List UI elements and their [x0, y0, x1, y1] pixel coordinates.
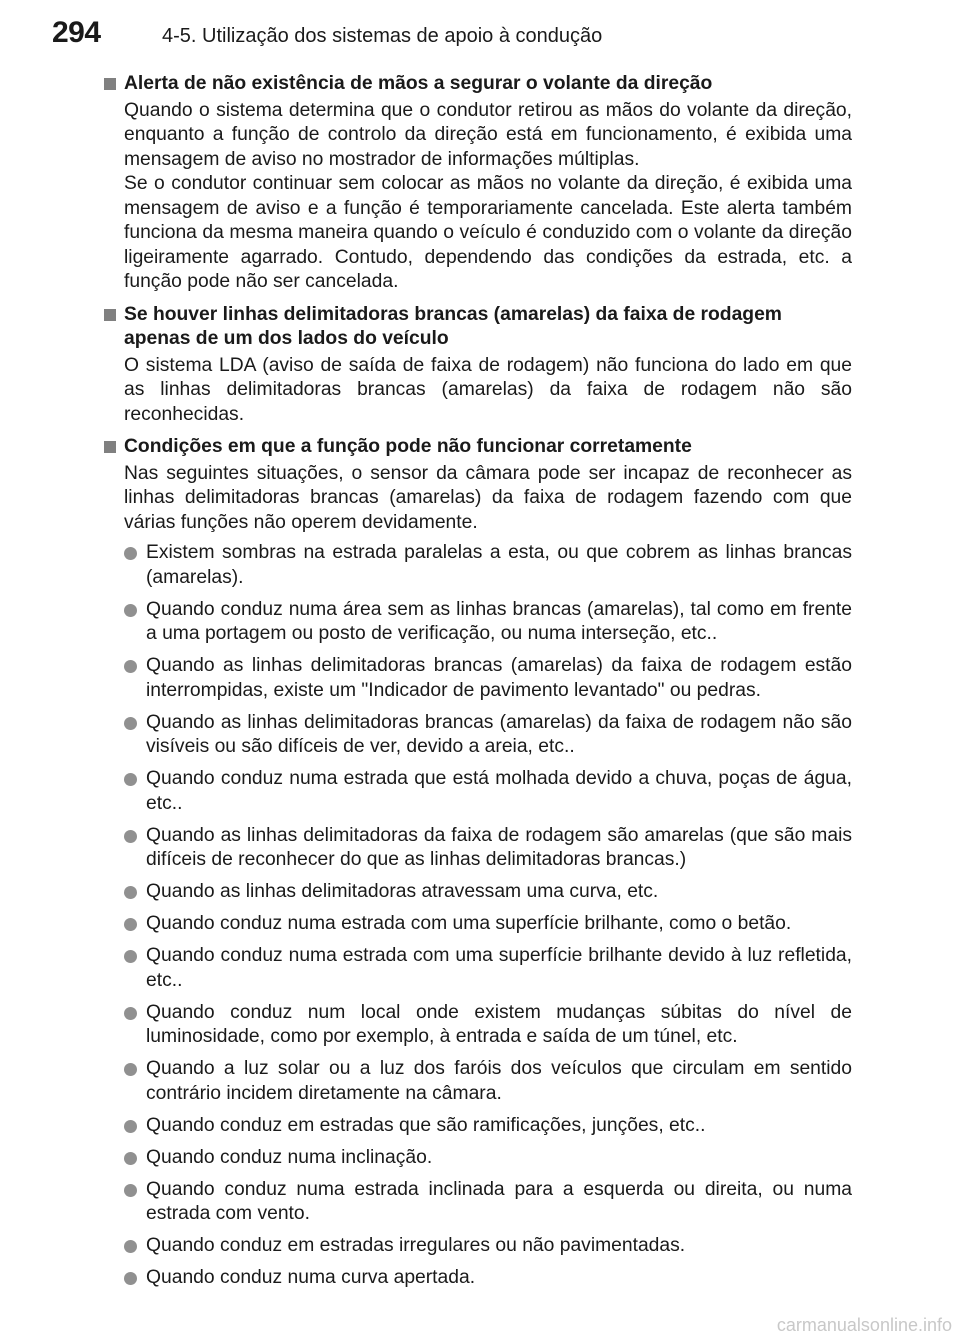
- list-item-text: Quando conduz numa área sem as linhas brancas (amarelas), tal como em frente a uma portagem ou posto de verificação, ou numa interseção, etc..: [146, 598, 852, 644]
- list-item: [104, 824, 852, 873]
- list-item-text: Quando as linhas delimitadoras brancas (amarelas) da faixa de rodagem estão interrompidas, existe um "Indicador de pavimento levantado" ou pedras.: [146, 655, 852, 701]
- section-heading-text: Alerta de não existência de mãos a segurar o volante da direção: [124, 73, 713, 94]
- list-item: [104, 711, 852, 760]
- square-bullet-icon: [104, 78, 116, 90]
- list-item-text: Quando conduz numa estrada inclinada para a esquerda ou direita, ou numa estrada com vento.: [146, 1178, 852, 1224]
- section-title: 4-5. Utilização dos sistemas de apoio à condução: [162, 25, 603, 47]
- circle-bullet-icon: [124, 1152, 137, 1165]
- list-item-text: Quando conduz em estradas que são ramificações, junções, etc..: [146, 1114, 706, 1136]
- list-item: [104, 912, 852, 937]
- circle-bullet-icon: [124, 773, 137, 786]
- list-item: [104, 1266, 852, 1291]
- circle-bullet-icon: [124, 950, 137, 963]
- list-item: [104, 944, 852, 993]
- circle-bullet-icon: [124, 1272, 137, 1285]
- section-heading: [104, 72, 852, 97]
- section-hands-off-alert: [104, 72, 852, 295]
- list-item: [104, 598, 852, 647]
- paragraph: Se o condutor continuar sem colocar as mãos no volante da direção, é exibida uma mensagem de aviso e a função é temporariamente cancelada. Este alerta também funciona da mesma maneira quando o veículo é conduzido com o volante da direção ligeiramente agarrado. Contudo, dependendo das condições da estrada, etc. a função pode não ser cancelada.: [124, 173, 852, 292]
- paragraph: O sistema LDA (aviso de saída de faixa de rodagem) não funciona do lado em que as linhas delimitadoras brancas (amarelas) da faixa de rodagem não são reconhecidas.: [124, 354, 852, 425]
- list-item-text: Existem sombras na estrada paralelas a esta, ou que cobrem as linhas brancas (amarelas).: [146, 542, 852, 588]
- conditions-list: [104, 541, 852, 1291]
- list-item: [104, 1234, 852, 1259]
- circle-bullet-icon: [124, 717, 137, 730]
- list-item-text: Quando as linhas delimitadoras brancas (amarelas) da faixa de rodagem não são visíveis ou são difíceis de ver, devido a areia, etc..: [146, 711, 852, 757]
- page-number: 294: [52, 16, 101, 49]
- section-heading: [104, 435, 852, 460]
- list-item: [104, 1114, 852, 1139]
- list-item: [104, 1178, 852, 1227]
- circle-bullet-icon: [124, 1184, 137, 1197]
- list-item-text: Quando conduz numa curva apertada.: [146, 1267, 476, 1288]
- list-item: [104, 1001, 852, 1050]
- list-item-text: Quando conduz em estradas irregulares ou não pavimentadas.: [146, 1235, 686, 1256]
- list-item: [104, 1057, 852, 1106]
- list-item-text: Quando conduz numa estrada com uma superfície brilhante, como o betão.: [146, 913, 792, 934]
- list-item: [104, 541, 852, 590]
- circle-bullet-icon: [124, 1120, 137, 1133]
- circle-bullet-icon: [124, 1007, 137, 1020]
- square-bullet-icon: [104, 309, 116, 321]
- list-item: [104, 654, 852, 703]
- section-one-side-lines: [104, 303, 852, 428]
- paragraph: Nas seguintes situações, o sensor da câmara pode ser incapaz de reconhecer as linhas delimitadoras brancas (amarelas) da faixa de rodagem fazendo com que várias funções não operem devidamente.: [124, 462, 852, 533]
- circle-bullet-icon: [124, 1063, 137, 1076]
- section-heading: [104, 303, 852, 352]
- page-content: [104, 72, 852, 1299]
- circle-bullet-icon: [124, 830, 137, 843]
- circle-bullet-icon: [124, 547, 137, 560]
- section-heading-text: Se houver linhas delimitadoras brancas (amarelas) da faixa de rodagem apenas de um dos lados do veículo: [124, 303, 782, 349]
- circle-bullet-icon: [124, 604, 137, 617]
- page-header: [52, 16, 602, 50]
- list-item: [104, 880, 852, 905]
- list-item-text: Quando conduz num local onde existem mudanças súbitas do nível de luminosidade, como por exemplo, à entrada e saída de um túnel, etc.: [146, 1001, 852, 1047]
- list-item-text: Quando conduz numa estrada com uma superfície brilhante devido à luz refletida, etc..: [146, 945, 852, 991]
- watermark: carmanualsonline.info: [776, 1315, 952, 1335]
- circle-bullet-icon: [124, 886, 137, 899]
- list-item-text: Quando conduz numa estrada que está molhada devido a chuva, poças de água, etc..: [146, 768, 852, 814]
- list-item-text: Quando as linhas delimitadoras da faixa de rodagem são amarelas (que são mais difíceis de reconhecer do que as linhas delimitadoras brancas.): [146, 824, 852, 870]
- circle-bullet-icon: [124, 1240, 137, 1253]
- circle-bullet-icon: [124, 660, 137, 673]
- square-bullet-icon: [104, 441, 116, 453]
- paragraph: Quando o sistema determina que o condutor retirou as mãos do volante da direção, enquanto a função de controlo da direção está em funcionamento, é exibida uma mensagem de aviso no mostrador de informações múltiplas.: [124, 99, 852, 170]
- section-heading-text: Condições em que a função pode não funcionar corretamente: [124, 436, 692, 457]
- list-item: [104, 1146, 852, 1171]
- list-item: [104, 767, 852, 816]
- circle-bullet-icon: [124, 918, 137, 931]
- section-conditions: [104, 435, 852, 1291]
- list-item-text: Quando conduz numa inclinação.: [146, 1146, 433, 1168]
- list-item-text: Quando a luz solar ou a luz dos faróis dos veículos que circulam em sentido contrário incidem diretamente na câmara.: [146, 1058, 852, 1104]
- list-item-text: Quando as linhas delimitadoras atravessam uma curva, etc.: [146, 881, 659, 902]
